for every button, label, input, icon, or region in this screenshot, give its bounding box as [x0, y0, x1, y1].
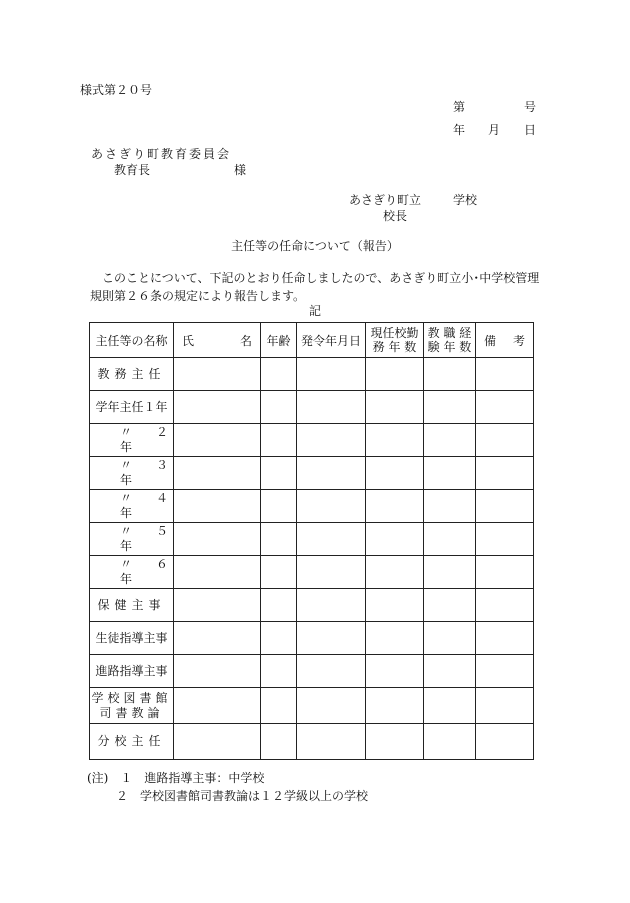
teaching-years-cell[interactable]: [424, 688, 476, 724]
years-current-cell[interactable]: [366, 424, 424, 457]
header-teaching-years-line1: 教 職 経: [427, 326, 472, 340]
table-row: [90, 490, 534, 523]
name-cell[interactable]: [174, 622, 261, 655]
role-line1: 学校図書館: [91, 690, 172, 705]
role-cell: 学年主任１年: [90, 391, 174, 424]
date-cell[interactable]: [297, 589, 366, 622]
name-cell[interactable]: [174, 523, 261, 556]
addressee-honorific: 様: [234, 163, 247, 177]
age-cell[interactable]: [261, 724, 297, 760]
role-cell: 生徒指導主事: [90, 622, 174, 655]
role-cell: [90, 688, 174, 724]
header-remarks: [476, 323, 534, 358]
age-cell[interactable]: [261, 391, 297, 424]
note-2: ２ 学校図書館司書教論は１２学級以上の学校: [116, 789, 369, 803]
years-current-cell[interactable]: [366, 490, 424, 523]
teaching-years-cell[interactable]: [424, 523, 476, 556]
date-cell[interactable]: [297, 655, 366, 688]
remarks-cell[interactable]: [476, 556, 534, 589]
role-cell: 教務主任: [90, 358, 174, 391]
age-cell[interactable]: [261, 457, 297, 490]
age-cell[interactable]: [261, 622, 297, 655]
age-cell[interactable]: [261, 688, 297, 724]
remarks-cell[interactable]: [476, 589, 534, 622]
header-age: 年齢: [261, 323, 297, 358]
remarks-cell[interactable]: [476, 457, 534, 490]
table-header-row: [90, 323, 534, 358]
age-cell[interactable]: [261, 523, 297, 556]
teaching-years-cell[interactable]: [424, 424, 476, 457]
years-current-cell[interactable]: [366, 688, 424, 724]
remarks-cell[interactable]: [476, 490, 534, 523]
table-row: [90, 589, 534, 622]
age-cell[interactable]: [261, 490, 297, 523]
role-cell: 〃 ５年: [90, 523, 174, 556]
document-number-prefix: 第: [453, 100, 466, 114]
header-teaching-years-line2: 験 年 数: [427, 340, 472, 354]
remarks-cell[interactable]: [476, 391, 534, 424]
header-appointment-date: 発令年月日: [297, 323, 366, 358]
name-cell[interactable]: [174, 556, 261, 589]
header-remarks-2: 考: [512, 333, 525, 348]
addressee-organization: あさぎり町教育委員会: [91, 147, 232, 161]
table-row: [90, 622, 534, 655]
remarks-cell[interactable]: [476, 523, 534, 556]
years-current-cell[interactable]: [366, 358, 424, 391]
appointment-table: [89, 322, 534, 760]
table-row: [90, 457, 534, 490]
table-row: [90, 724, 534, 760]
form-number: 様式第２０号: [80, 83, 153, 97]
header-remarks-1: 備: [484, 333, 497, 348]
years-current-cell[interactable]: [366, 655, 424, 688]
role-cell: 分校主任: [90, 724, 174, 760]
date-cell[interactable]: [297, 457, 366, 490]
age-cell[interactable]: [261, 556, 297, 589]
years-current-cell[interactable]: [366, 724, 424, 760]
teaching-years-cell[interactable]: [424, 358, 476, 391]
name-cell[interactable]: [174, 391, 261, 424]
name-cell[interactable]: [174, 655, 261, 688]
body-text: このことについて、下記のとおり任命しましたので、あさぎり町立小･中学校管理規則第２６条の規定により報告します。: [90, 271, 540, 303]
years-current-cell[interactable]: [366, 391, 424, 424]
teaching-years-cell[interactable]: [424, 655, 476, 688]
remarks-cell[interactable]: [476, 724, 534, 760]
name-cell[interactable]: [174, 358, 261, 391]
header-name-given: 名: [239, 333, 252, 348]
header-role: 主任等の名称: [90, 323, 174, 358]
years-current-cell[interactable]: [366, 622, 424, 655]
date-cell[interactable]: [297, 622, 366, 655]
date-cell[interactable]: [297, 523, 366, 556]
role-cell: 進路指導主事: [90, 655, 174, 688]
remarks-cell[interactable]: [476, 424, 534, 457]
header-name: [174, 323, 261, 358]
teaching-years-cell[interactable]: [424, 556, 476, 589]
name-cell[interactable]: [174, 589, 261, 622]
years-current-cell[interactable]: [366, 589, 424, 622]
date-cell[interactable]: [297, 688, 366, 724]
table-row: [90, 523, 534, 556]
header-teaching-years: [424, 323, 476, 358]
table-row: [90, 358, 534, 391]
date-year: 年: [453, 123, 466, 137]
remarks-cell[interactable]: [476, 622, 534, 655]
table-row: [90, 688, 534, 724]
teaching-years-cell[interactable]: [424, 457, 476, 490]
table-row: [90, 556, 534, 589]
document-number-suffix: 号: [524, 100, 537, 114]
teaching-years-cell[interactable]: [424, 589, 476, 622]
header-years-current-line1: 現任校勤: [370, 326, 419, 340]
header-name-family: 氏: [182, 333, 195, 348]
role-cell: 〃 ２年: [90, 424, 174, 457]
table-row: [90, 424, 534, 457]
age-cell[interactable]: [261, 424, 297, 457]
note-1: (注) １ 進路指導主事：中学校: [87, 771, 265, 785]
teaching-years-cell[interactable]: [424, 724, 476, 760]
teaching-years-cell[interactable]: [424, 622, 476, 655]
date-cell[interactable]: [297, 490, 366, 523]
role-cell: 〃 ４年: [90, 490, 174, 523]
date-cell[interactable]: [297, 424, 366, 457]
sender-school: 学校: [453, 193, 478, 207]
years-current-cell[interactable]: [366, 556, 424, 589]
name-cell[interactable]: [174, 457, 261, 490]
years-current-cell[interactable]: [366, 523, 424, 556]
table-row: [90, 391, 534, 424]
addressee-recipient: 教育長: [114, 163, 151, 177]
age-cell[interactable]: [261, 589, 297, 622]
ki-marker: 記: [308, 304, 321, 318]
date-cell[interactable]: [297, 358, 366, 391]
name-cell[interactable]: [174, 688, 261, 724]
sender-principal: 校長: [383, 209, 408, 223]
document-title: 主任等の任命について（報告）: [231, 239, 399, 253]
remarks-cell[interactable]: [476, 655, 534, 688]
sender-town: あさぎり町立: [349, 193, 422, 207]
role-cell: 〃 ６年: [90, 556, 174, 589]
remarks-cell[interactable]: [476, 358, 534, 391]
date-day: 日: [524, 123, 537, 137]
name-cell[interactable]: [174, 490, 261, 523]
role-line2: 司書教論: [99, 705, 164, 720]
table-row: [90, 655, 534, 688]
name-cell[interactable]: [174, 424, 261, 457]
remarks-cell[interactable]: [476, 688, 534, 724]
years-current-cell[interactable]: [366, 457, 424, 490]
teaching-years-cell[interactable]: [424, 391, 476, 424]
age-cell[interactable]: [261, 358, 297, 391]
age-cell[interactable]: [261, 655, 297, 688]
header-years-current-line2: 務 年 数: [372, 340, 417, 354]
date-month: 月: [488, 123, 501, 137]
name-cell[interactable]: [174, 724, 261, 760]
header-years-current-school: [366, 323, 424, 358]
role-cell: 保健主事: [90, 589, 174, 622]
date-cell[interactable]: [297, 391, 366, 424]
date-cell[interactable]: [297, 724, 366, 760]
role-cell: 〃 ３年: [90, 457, 174, 490]
teaching-years-cell[interactable]: [424, 490, 476, 523]
date-cell[interactable]: [297, 556, 366, 589]
